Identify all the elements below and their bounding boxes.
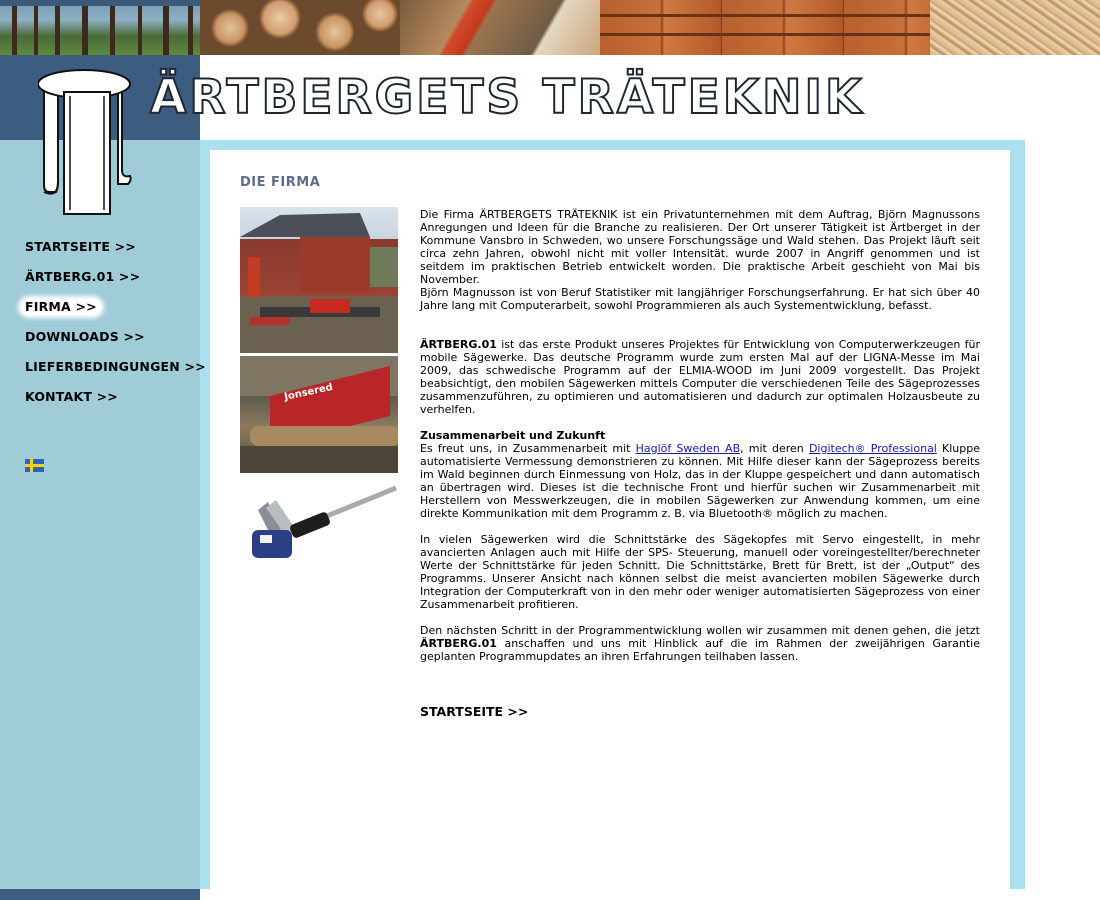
cooperation-paragraph [420, 429, 980, 520]
nav-item-firma [25, 296, 206, 326]
left-column-footer [0, 889, 200, 900]
nav-item-lieferbedingungen [25, 356, 206, 386]
sawmill-image [400, 0, 600, 55]
planks-image [600, 0, 930, 55]
nav-item-downloads [25, 326, 206, 356]
sawmill-shed-photo [240, 207, 398, 353]
nav-link-lieferbedingungen[interactable]: LIEFERBEDINGUNGEN >> [25, 359, 206, 374]
background-paragraph: Björn Magnusson ist von Beruf Statistiker mit langjähriger Forschungserfahrung. Er hat sich über 40 Jahre lang mit Computerarbeit, sowohl Programmieren als auch Systementwicklung, befasst. [420, 286, 980, 312]
jonsered-sawmill-photo [240, 356, 398, 473]
cooperation-text-c: Kluppe automatisierte Vermessung demonstrieren zu können. Mit Hilfe dieser kann der Sägeprozess bereits im Wald beginnen durch Einmessung von Holz, das in der Kluppe gespeichert und dann automatisch an übertragen wird. Dieses ist die technische Front und hierfür suchen wir Zusammenarbeit mit Herstellern von Messwerkzeugen, die in mobilen Sägewerken zur Anwendung kommen, um eine direkte Kommunikation mit dem Programm z. B. via Bluetooth® möglich zu machen. [420, 442, 981, 520]
wood-chips-image [930, 0, 1100, 55]
product-name: ÄRTBERG.01 [420, 338, 497, 351]
page-title: DIE FIRMA [240, 175, 321, 190]
cooperation-subhead: Zusammenarbeit und Zukunft [420, 429, 606, 442]
wooden-log-logo-icon[interactable] [38, 66, 138, 218]
product-paragraph [420, 338, 980, 416]
next-step-text-a: Den nächsten Schritt in der Programmentwicklung wollen wir zusammen mit denen gehen, die jetzt [420, 624, 980, 637]
photo-brand-label: Jonsered [283, 381, 334, 403]
nav-item-kontakt [25, 386, 206, 416]
header-image-strip [0, 0, 1100, 55]
nav-item-startseite [25, 236, 206, 266]
product-description: ist das erste Produkt unseres Projektes für Entwicklung von Computerwerkzeugen für mobile Sägewerke. Das deutsche Programm wurde zum ersten Mal auf der LIGNA-Messe im Mai 2009, das schwedische Programm auf der ELMIA-WOOD im Juni 2009 vorgestellt. Das Projekt beabsichtigt, den mobilen Sägewerken mittels Computer die verschiedenen Teile des Sägeprozesses zusammenzuführen, zu optimieren und automatisieren und dadurch zur optimalen Holzausbeute zu verhelfen. [420, 338, 980, 416]
nav-item-artberg01 [25, 266, 206, 296]
nav-link-artberg01[interactable]: ÄRTBERG.01 >> [25, 269, 141, 284]
site-title: ÄRTBERGETS TRÄTEKNIK [150, 70, 865, 125]
swedish-flag-icon[interactable] [25, 459, 44, 472]
footer-startseite-link[interactable]: STARTSEITE >> [420, 704, 529, 719]
forest-image [0, 0, 200, 55]
digitech-link[interactable]: Digitech® Professional [808, 442, 937, 455]
cooperation-text-b: , mit deren [740, 442, 809, 455]
haglof-link[interactable]: Haglöf Sweden AB [635, 442, 741, 455]
nav-link-downloads[interactable]: DOWNLOADS >> [25, 329, 145, 344]
nav-link-firma[interactable]: FIRMA >> [21, 299, 101, 315]
intro-paragraph: Die Firma ÄRTBERGETS TRÄTEKNIK ist ein Privatunternehmen mit dem Auftrag, Björn Magnussons Anregungen und Ideen für die Branche zu realisieren. Der Ort unserer Tätigkeit ist Ärtberget in der Kommune Vansbro in Schweden, wo unsere Forschungssäge und Wald stehen. Das Projekt läuft seit circa zehn Jahren, obwohl nicht mit voller Intensität. wurde 2007 in Angriff genommen und ist seitdem im praktischen Betrieb entwickelt worden. Die praktische Arbeit geschieht von Mai bis November. [420, 208, 980, 286]
caliper-photo [240, 480, 398, 570]
article-body [420, 208, 980, 676]
next-step-text-b: anschaffen und uns mit Hinblick auf die im Rahmen der zweijährigen Garantie geplanten Programmupdates an ihren Erfahrungen teilhaben lassen. [420, 637, 980, 663]
log-pile-image [200, 0, 400, 55]
cooperation-text-a: Es freut uns, in Zusammenarbeit mit [420, 442, 636, 455]
main-navigation [25, 236, 206, 416]
nav-link-startseite[interactable]: STARTSEITE >> [25, 239, 136, 254]
nav-link-kontakt[interactable]: KONTAKT >> [25, 389, 118, 404]
next-step-paragraph [420, 624, 980, 663]
cut-thickness-paragraph: In vielen Sägewerken wird die Schnittstärke des Sägekopfes mit Servo eingestellt, in mehr avancierten Anlagen auch mit Hilfe der SPS- Steuerung, manuell oder voreingestellter/berechneter Werte der Schnittstärke für jeden Schnitt. Die Schnittstärke, Brett für Brett, ist der „Output“ des Programms. Unserer Ansicht nach können selbst die meist avancierten mobilen Sägewerke durch Integration der Computerkraft von in den mehr oder weniger automatisierten Sägeprozess von einer Zusammenarbeit profitieren. [420, 533, 980, 611]
next-step-product: ÄRTBERG.01 [420, 637, 497, 650]
